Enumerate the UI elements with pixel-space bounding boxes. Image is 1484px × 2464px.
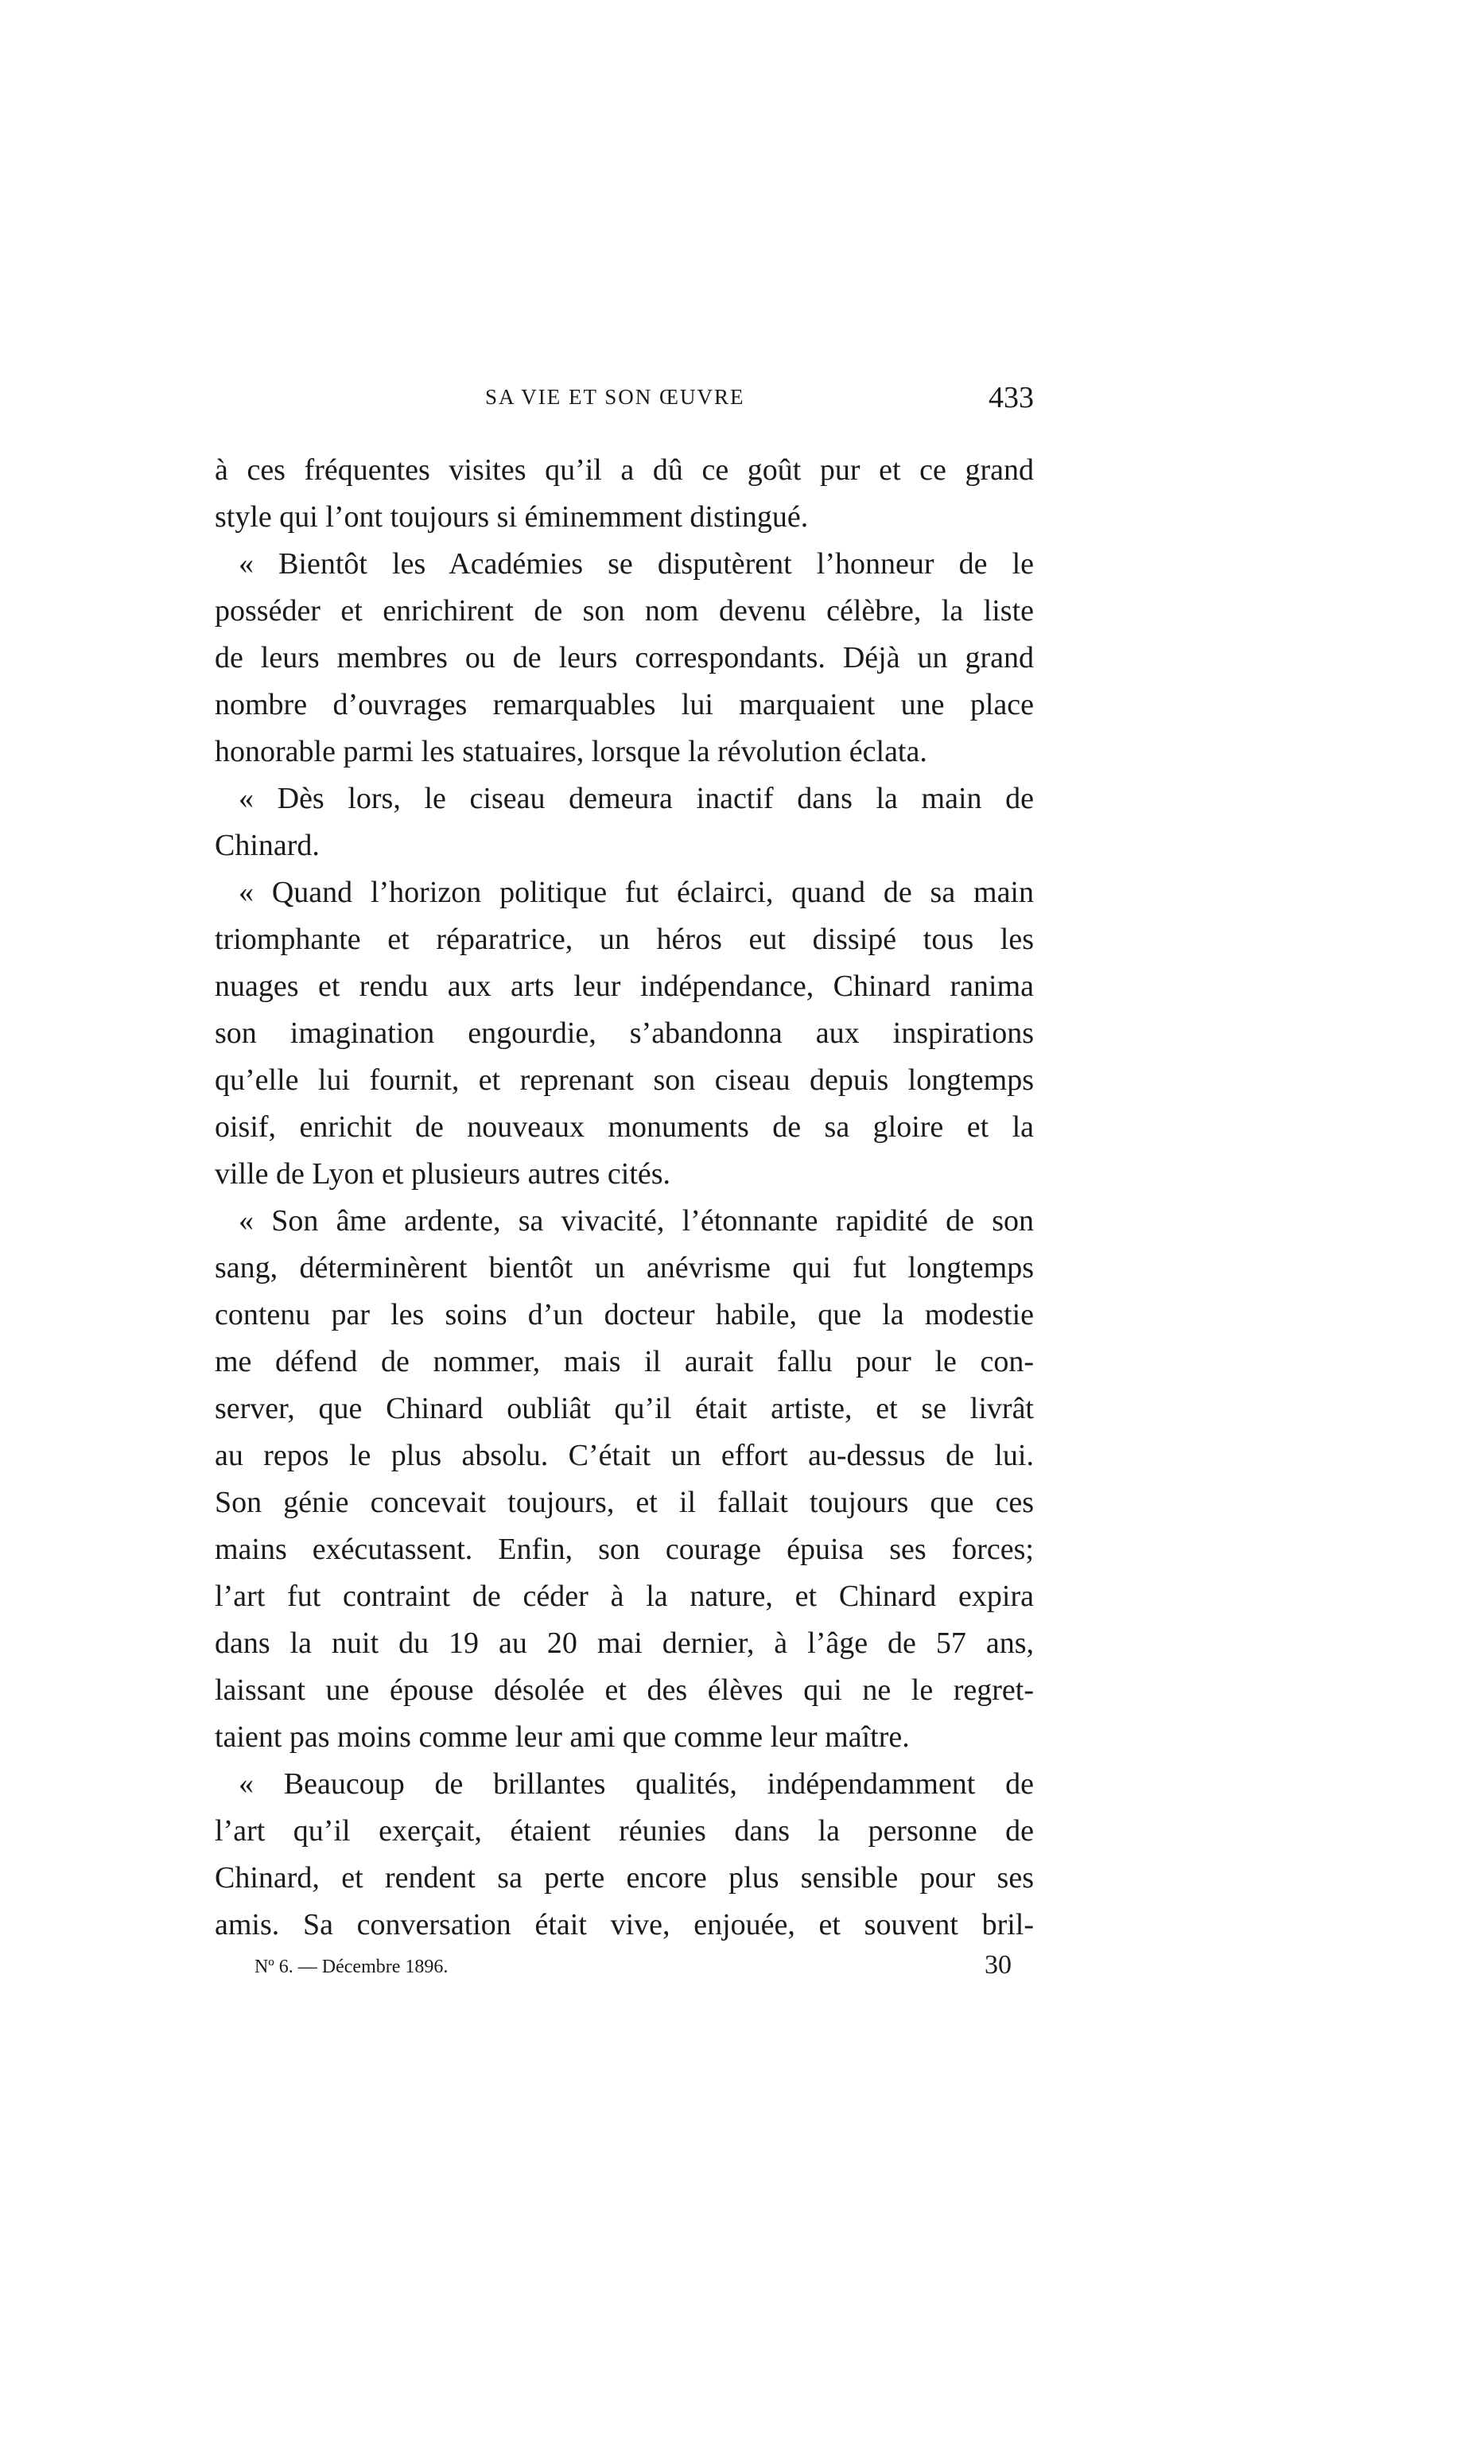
page-number: 433 — [989, 381, 1034, 414]
text-line: « Dès lors, le ciseau demeura inactif dans la main de — [239, 782, 1034, 815]
text-line: posséder et enrichirent de son nom devenu célèbre, la liste — [215, 594, 1034, 628]
text-line: « Beaucoup de brillantes qualités, indépendamment de — [239, 1767, 1034, 1801]
text-line: son imagination engourdie, s’abandonna aux inspirations — [215, 1016, 1034, 1050]
text-line: nuages et rendu aux arts leur indépendance, Chinard ranima — [215, 970, 1034, 1003]
body-text — [215, 447, 1034, 1949]
text-line: server, que Chinard oubliât qu’il était artiste, et se livrât — [215, 1392, 1034, 1425]
text-line: mains exécutassent. Enfin, son courage épuisa ses forces; — [215, 1533, 1034, 1566]
text-line: amis. Sa conversation était vive, enjouée, et souvent bril- — [215, 1908, 1034, 1941]
text-line: Chinard, et rendent sa perte encore plus sensible pour ses — [215, 1861, 1034, 1895]
text-line: l’art fut contraint de céder à la nature, et Chinard expira — [215, 1580, 1034, 1613]
text-line: taient pas moins comme leur ami que comme leur maître. — [215, 1720, 910, 1754]
text-line: qu’elle lui fournit, et reprenant son ciseau depuis longtemps — [215, 1063, 1034, 1097]
text-line: dans la nuit du 19 au 20 mai dernier, à l’âge de 57 ans, — [215, 1626, 1034, 1660]
text-line: contenu par les soins d’un docteur habile, que la modestie — [215, 1298, 1034, 1331]
text-line: au repos le plus absolu. C’était un effort au-dessus de lui. — [215, 1439, 1034, 1472]
text-line: oisif, enrichit de nouveaux monuments de sa gloire et la — [215, 1110, 1034, 1144]
text-line: me défend de nommer, mais il aurait fallu pour le con- — [215, 1345, 1034, 1378]
running-title: SA VIE ET SON ŒUVRE — [485, 385, 745, 409]
text-line: « Bientôt les Académies se disputèrent l’honneur de le — [239, 547, 1034, 581]
text-line: à ces fréquentes visites qu’il a dû ce goût pur et ce grand — [215, 453, 1034, 487]
text-line: honorable parmi les statuaires, lorsque la révolution éclata. — [215, 735, 927, 768]
text-line: triomphante et réparatrice, un héros eut dissipé tous les — [215, 923, 1034, 956]
text-line: « Son âme ardente, sa vivacité, l’étonnante rapidité de son — [239, 1204, 1034, 1238]
issue-note: Nº 6. — Décembre 1896. — [254, 1957, 449, 1977]
text-line: sang, déterminèrent bientôt un anévrisme qui fut longtemps — [215, 1251, 1034, 1284]
text-line: « Quand l’horizon politique fut éclairci, quand de sa main — [239, 876, 1034, 909]
text-line: ville de Lyon et plusieurs autres cités. — [215, 1157, 671, 1191]
text-line: Son génie concevait toujours, et il fallait toujours que ces — [215, 1486, 1034, 1519]
text-line: style qui l’ont toujours si éminemment distingué. — [215, 500, 809, 534]
signature-mark: 30 — [985, 1950, 1012, 1980]
page-footer — [215, 1950, 1034, 1982]
page-header — [215, 380, 1034, 420]
text-line: l’art qu’il exerçait, étaient réunies dans la personne de — [215, 1814, 1034, 1848]
text-line: laissant une épouse désolée et des élèves qui ne le regret- — [215, 1673, 1034, 1707]
text-line: Chinard. — [215, 829, 320, 862]
text-line: nombre d’ouvrages remarquables lui marquaient une place — [215, 688, 1034, 721]
text-line: de leurs membres ou de leurs correspondants. Déjà un grand — [215, 641, 1034, 674]
